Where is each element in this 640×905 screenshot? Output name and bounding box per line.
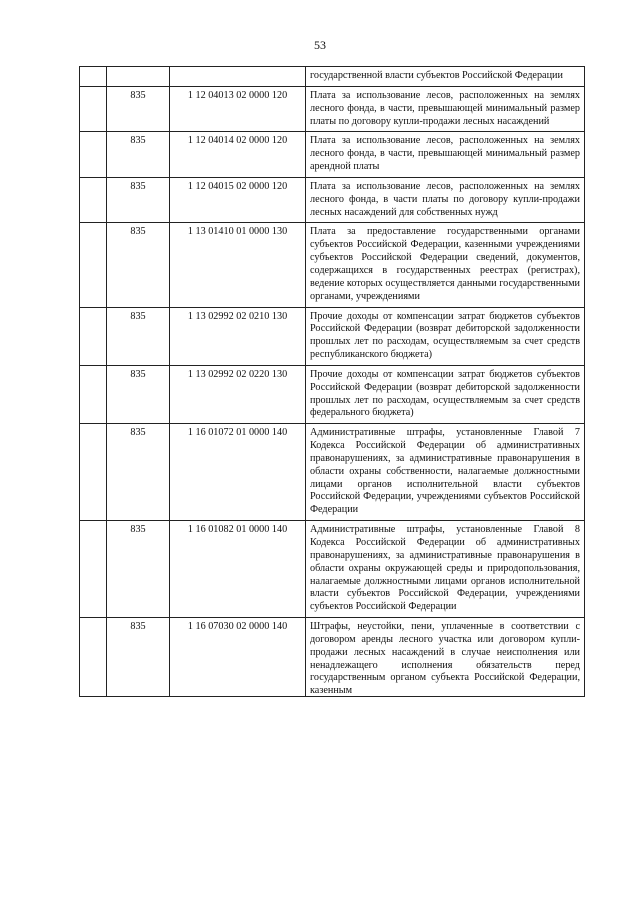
- row-number-cell: [80, 67, 107, 87]
- revenue-name-cell: Прочие доходы от компенсации затрат бюджетов субъектов Российской Федерации (возврат дебиторской задолженности прошлых лет по расходам, осуществляемым за счет средств федерального бюджета): [306, 365, 585, 423]
- kbk-code-cell: 1 13 02992 02 0220 130: [170, 365, 306, 423]
- revenue-name-cell: Плата за предоставление государственными органами субъектов Российской Федерации, казенными учреждениями субъектов Российской Федерации сведений, документов, содержащихся в государственных реестрах (регистрах), ведение которых осуществляется данными государственными органами, учреждениями: [306, 223, 585, 307]
- kbk-code-cell: 1 12 04015 02 0000 120: [170, 177, 306, 223]
- kbk-code-cell: 1 16 01072 01 0000 140: [170, 424, 306, 521]
- admin-code-cell: 835: [107, 307, 170, 365]
- kbk-code-cell: 1 13 02992 02 0210 130: [170, 307, 306, 365]
- revenue-name-cell: государственной власти субъектов Российской Федерации: [306, 67, 585, 87]
- table-row: [80, 521, 585, 618]
- page-number: 53: [314, 38, 326, 52]
- revenue-name-text: Штрафы, неустойки, пени, уплаченные в соответствии с договором аренды лесного участка или договором купли-продажи лесных насаждений в случае неисполнения или ненадлежащего исполнения обязательств перед государственным органом субъекта Российской Федерации, казенным: [310, 621, 580, 697]
- admin-code-cell: 835: [107, 424, 170, 521]
- table-row: [80, 307, 585, 365]
- table-row: [80, 132, 585, 178]
- kbk-code-cell: 1 16 07030 02 0000 140: [170, 618, 306, 697]
- revenue-codes-table: [79, 66, 585, 697]
- admin-code-cell: 835: [107, 223, 170, 307]
- table-row: [80, 618, 585, 697]
- table-row: [80, 177, 585, 223]
- kbk-code-cell: [170, 67, 306, 87]
- row-number-cell: [80, 365, 107, 423]
- row-number-cell: [80, 521, 107, 618]
- admin-code-cell: 835: [107, 618, 170, 697]
- revenue-name-cell: Административные штрафы, установленные Главой 8 Кодекса Российской Федерации об административных правонарушениях, за административные правонарушения в области охраны окружающей среды и природопользования, налагаемые должностными лицами органов исполнительной власти субъектов Российской Федерации, учреждениями субъектов Российской Федерации: [306, 521, 585, 618]
- revenue-name-cell: Прочие доходы от компенсации затрат бюджетов субъектов Российской Федерации (возврат дебиторской задолженности прошлых лет по расходам, осуществляемым за счет средств республиканского бюджета): [306, 307, 585, 365]
- revenue-name-cell: Плата за использование лесов, расположенных на землях лесного фонда, в части, превышающей минимальный размер платы по договору купли-продажи лесных насаждений: [306, 86, 585, 132]
- kbk-code-cell: 1 13 01410 01 0000 130: [170, 223, 306, 307]
- row-number-cell: [80, 223, 107, 307]
- row-number-cell: [80, 177, 107, 223]
- kbk-code-cell: 1 12 04013 02 0000 120: [170, 86, 306, 132]
- admin-code-cell: 835: [107, 132, 170, 178]
- kbk-code-cell: 1 12 04014 02 0000 120: [170, 132, 306, 178]
- table-row: [80, 223, 585, 307]
- row-number-cell: [80, 424, 107, 521]
- table-row: [80, 424, 585, 521]
- revenue-name-cell: [306, 618, 585, 697]
- admin-code-cell: 835: [107, 86, 170, 132]
- revenue-name-cell: Плата за использование лесов, расположенных на землях лесного фонда, в части платы по договору купли-продажи лесных насаждений для собственных нужд: [306, 177, 585, 223]
- row-number-cell: [80, 86, 107, 132]
- admin-code-cell: 835: [107, 177, 170, 223]
- revenue-name-cell: Плата за использование лесов, расположенных на землях лесного фонда, в части, превышающей минимальный размер арендной платы: [306, 132, 585, 178]
- table-row: [80, 67, 585, 87]
- revenue-name-cell: Административные штрафы, установленные Главой 7 Кодекса Российской Федерации об административных правонарушениях, за административные правонарушения в области охраны собственности, налагаемые должностными лицами органов исполнительной власти субъектов Российской Федерации, учреждениями субъектов Российской Федерации: [306, 424, 585, 521]
- admin-code-cell: 835: [107, 365, 170, 423]
- row-number-cell: [80, 307, 107, 365]
- admin-code-cell: 835: [107, 521, 170, 618]
- table-row: [80, 86, 585, 132]
- table-row: [80, 365, 585, 423]
- row-number-cell: [80, 132, 107, 178]
- row-number-cell: [80, 618, 107, 697]
- admin-code-cell: [107, 67, 170, 87]
- kbk-code-cell: 1 16 01082 01 0000 140: [170, 521, 306, 618]
